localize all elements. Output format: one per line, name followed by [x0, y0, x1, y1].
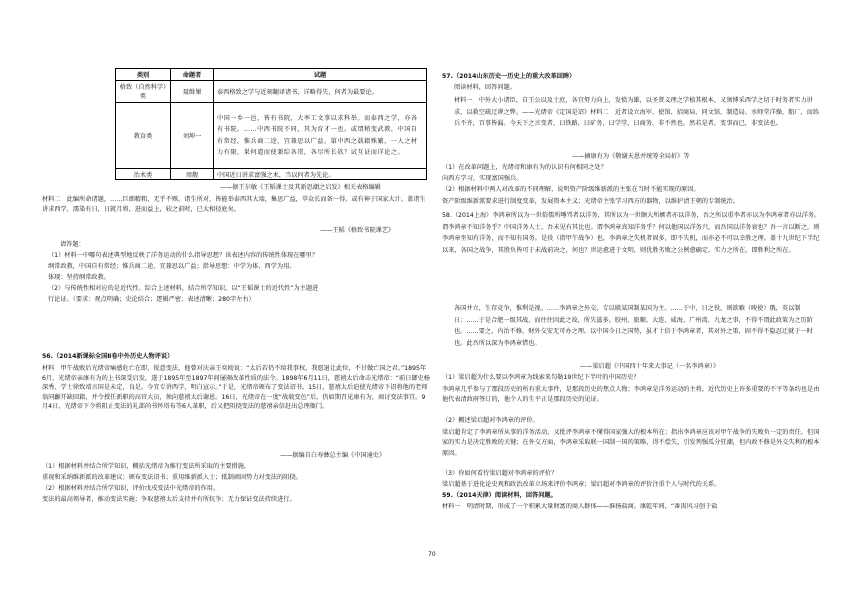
answer-57-2: 资产阶级维新派要求进行制度变革，发展资本主义；光绪帝主张学习西方的器物，以维护清王朝的专制统治。: [442, 198, 739, 205]
source-citation-56: ——据编自白寿彝总主编《中国通史》: [280, 452, 386, 459]
question-59-heading: 59.（2014天津）阅读材料，回答问题。: [442, 492, 557, 499]
material-two: 材料二 此编所命诸题，……巨细精粗，无乎不赅。诸生所对，皆能举泰西其大端，集思广益，萃众长而备一得。或有神于国家大计。盖诸生讲求西学，濡染有日，日就月将，进而益上，较之前时，已大相径庭矣。: [42, 196, 426, 213]
question-56-heading: 56.（2014新课标全国Ⅱ卷中外历史人物评说）: [42, 353, 174, 360]
source-citation-58: ——梁启超《中国四十年来大事记（一名李鸿章）》: [580, 363, 720, 370]
answer-56-1: 重视和采纳维新派的改革建议；颁布变法诏书；重用维新派人士；抵制顽固势力对变法的阻挠。: [42, 474, 302, 481]
question-57-1: （1）在改革问题上，光绪帝和康有为的认识有何相同之处？: [442, 164, 607, 171]
question-58-material-1: 58.（2014上海）李鸿章所以为一世俗儒所唾骂者以洋务，其所以为一世颇大所嫉者亦以洋务，吾之所以重李者亦以为李鸿章者亦以洋务。谓李鸿章不知洋务乎？中国洋务人士，吾未见有其比也。谓李鸿章真知洋务乎？何以他国以洋务兴，而吾国以洋务衰也？吾一言以断之，则李鸿章坐知有洋务，而不知有国务。是役（指甲午战争）也，李鸿章之失机者固多，即不失机，而亦必不可以幸胜之理。盖十九世纪下半纪以来，各国之战争，其胜负皆可于未战前决之，何也？世运愈进于文明，则优胜劣败之公例愈确定。实力之所在，即胜利之所在。: [442, 212, 821, 254]
answer-58-3: 梁启超基于进化论史观和政治改革立场来评价李鸿章；梁启超对李鸿章的评价注重个人与时代的关系。: [442, 481, 721, 488]
table-header-question: 试题: [214, 69, 427, 81]
question-56-2: （2）根据材料并结合所学知识，评价戊戌变法中光绪帝的作用。: [42, 485, 220, 492]
source-citation-2: ——王韬《格致书院课艺》: [320, 227, 395, 234]
table-cell-question: 中国近日讲求富强之术，当以何者为先论。: [214, 169, 427, 180]
question-2-line-2: 行论证。（要求：观点明确；史论结合；逻辑严密；表述清晰；280字左右）: [48, 296, 255, 303]
answer-58-1: 李鸿章几乎参与了那段历史的所有重大事件，是那段历史的焦点人物；李鸿章是洋务运动的主将，近代历史上许多重要的不平等条约也是由他代表清政府签订的，他个人的生平正是那段历史的见证。: [442, 386, 820, 404]
table-cell-author: 周馥: [171, 169, 214, 180]
table-cell-author: 刘坤一: [171, 103, 214, 169]
question-2-line-1: （2）与传统性相对应的是近代性。综合上述材料，结合所学知识，以“王韬课士的近代性”为主题进: [48, 285, 319, 292]
question-58-3: （3）你如何看待梁启超对李鸿章的评价？: [442, 470, 558, 477]
answer-57-1: 向西方学习，实现富国强兵。: [442, 175, 523, 182]
question-58-material-2: 各国并立，生存竞争，惟利是视。……李鸿章之外交，专以联某国制某国为主。……于中，日之役，则欲嗾（唆使）俄，英以制日；……于是合肥一级其战，而往往因此之故，所失滋多。胶州、旅顺、大连、威海、广州湾、九龙之事，不得不谓此政策为之历阶也。……要之，内治不修，财外交安无可办之理。以中国今日之国势，虽才十倍于李鸿章者，其对外之策，固不得不隐忍迁就于一时也。此吾所以深为李鸿章惜也。: [454, 305, 813, 347]
table-row: [116, 81, 427, 103]
table-header-category: 类别: [116, 69, 171, 81]
question-56-material: 材料 甲午战败后光绪帝痛感危亡在即，锐意变法，他曾对庆亲王奕劻说：“太后若仍不给我事权，我愿退让此位，不甘做亡国之君。”1895年6月，光绪帝亲康有为的上书深受启发，遂于1895年至1897年间屡颁改革性质的法令。1898年6月11日，慈禧太后命击光绪帝：“前日御史杨深秀、学士徐致靖言国是未定，良是。今宜专讲西学，明白宣示。”于是，光绪帝颁布了变法诏书。15日，慈禧太后迫使光绪帝下诏将他的老师翁同龢开缺回籍，并令授任新职的高官大员，须向慈禧太后谢恩。16日，光绪帝在一度“战兢变色”后，仍如期召见康有为，商讨变法事宜。9月4日，光绪帝下令将阻止变法的礼部尚书怀塔布等6人革职，后又把阻挠变法的慈禧亲信赶出总理衙门。: [42, 365, 430, 411]
question-57-material: 材料一 中外大小诸臣，自王公以及士庶，各宜努力向上，发愤为雄，以圣贤义理之学植其根本，又须博采西学之切于时务者实力讲求，以救空疏迂谬之弊。——光绪帝《定国是诏》材料二 近者设立海军、使馆、招商局、同文馆、制造局、水师堂洋操，船厂，而练兵不齐，百事皆漏。今天下之言变者，曰铁路，曰矿务，曰学堂，曰商务，非不然也。然若是者，变事而已，非变法也。: [454, 97, 820, 127]
exam-questions-table: [115, 68, 427, 180]
answer-58-2: 梁启超肯定了李鸿章所从事的洋务活动，又批评李鸿章不懂得国家强大的根本所在；指出李鸿章应该对甲午战争的失败负一定的责任，但国家的实力是决定胜败的关键；在外交方面，李鸿章采取联一国制一国的策略，得不偿失，引发列强瓜分狂潮，但内政不修是外交失利的根本原因。: [442, 429, 820, 457]
question-1: （1）材料一中哪句表述典型地反映了洋务运动的什么指导思想？该表述内容的传统性体现在哪里？: [48, 252, 318, 259]
table-cell-category: 教育类: [116, 103, 171, 169]
question-57-2: （2）根据材料中两人对改革的不同理解，说明资产阶级维新派的主张在当时不能实现的原因。: [442, 186, 700, 193]
answer-1a: 纲常政教，中国自有常经；惟兵商二途，宜兼思以广益；指导思想：中学为体，西学为用。: [48, 263, 296, 270]
question-58-2: （2）概述梁启超对李鸿章的评价。: [442, 417, 539, 424]
question-56-1: （1）根据材料并结合所学知识，概括光绪帝为推行变法所采取的主要措施。: [42, 463, 251, 470]
table-row: [116, 169, 427, 180]
question-57-instruction: 阅读材料，回答问题。: [454, 84, 516, 91]
table-cell-question: 中国一乡一邑，皆有书院，大率工文事以求科举。而泰西之学，亦各有书院，……中西书院不同，其为育才一也。或谓稍变武教，中国自有常经，惟兵商二途，宜兼思以广益。第中西之载籍殊繁，一人之材力有限，果何道而使兼综各贯，各尽所长欤？试互证而详论之。: [214, 103, 427, 169]
question-59-material: 材料一 明清时期，形成了一个积累大量财富的商人群体——淮扬盐商。康乾年间，“番禺风习创于盐: [442, 503, 718, 510]
answer-56-2: 变法的最高领导者，推动变法实施；争取慈禧太后支持并有所抗争；无力保证变法持续进行。: [42, 496, 296, 503]
answer-1b: 体现：坚持纲常政教。: [48, 274, 110, 281]
table-cell-author: 聂缉槼: [171, 81, 214, 103]
source-citation-1: ——据王尔敏《王韬课士及其新思潮之启发》相关表格编辑: [220, 184, 381, 191]
question-58-1: （1）梁启超为什么要以李鸿章为线索来勾勒19世纪下半叶的中国历史？: [442, 374, 640, 381]
source-citation-57: ——摘康有为《敬谢天恩并统筹全局折》等: [572, 153, 690, 160]
page-number: 70: [428, 551, 436, 558]
question-57-heading: 57.（2014山东历史一历史上的重大改革回眸）: [442, 73, 576, 80]
table-cell-category: 格致（自然科学）类: [116, 81, 171, 103]
answer-prompt: 请答题：: [60, 241, 85, 248]
table-header-author: 命题者: [171, 69, 214, 81]
table-row: [116, 103, 427, 169]
table-header-row: [116, 69, 427, 81]
table-cell-category: 治术类: [116, 169, 171, 180]
table-cell-question: 泰西格致之学与近刻翻译诸书，详略得失，何者为最要论。: [214, 81, 427, 103]
